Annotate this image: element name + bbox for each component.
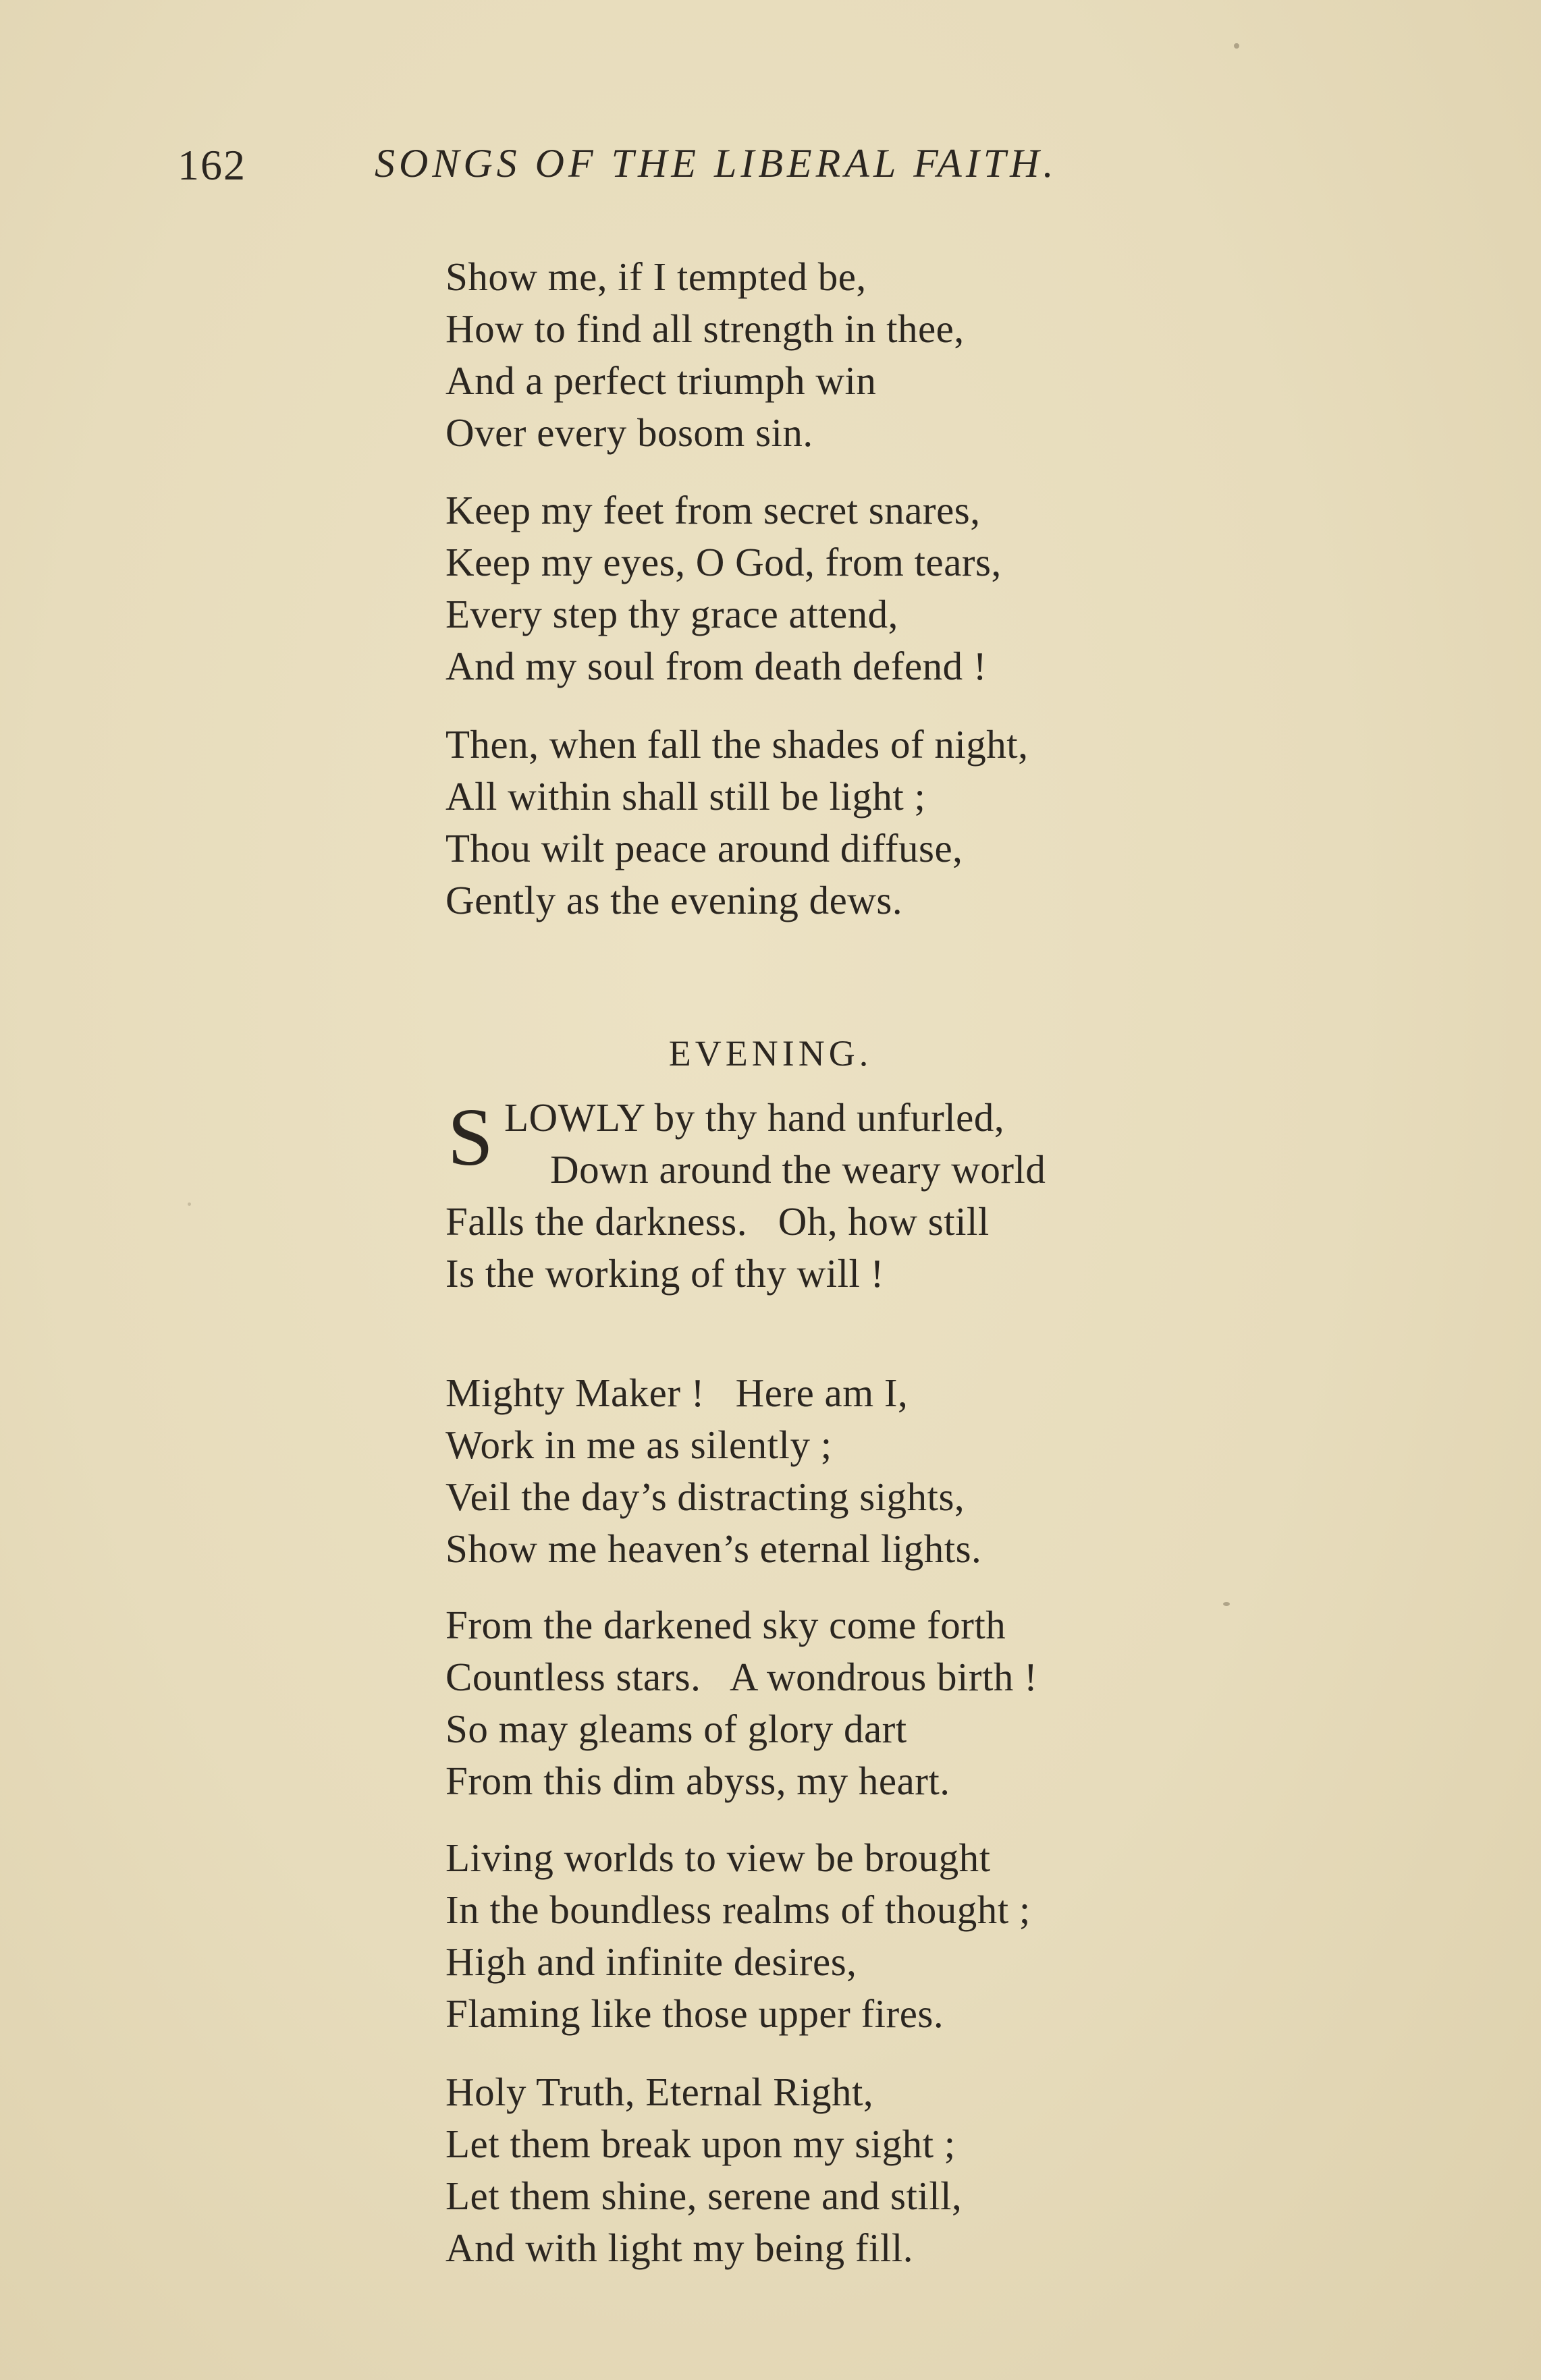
verse-line: Every step thy grace attend, [445,592,898,636]
paper-speck [1234,43,1239,49]
page-number: 162 [178,141,246,189]
verse-line: Living worlds to view be brought [445,1835,991,1880]
page-header [0,140,1541,194]
verse-line: Countless stars. A wondrous birth ! [445,1655,1038,1699]
verse-line: Then, when fall the shades of night, [445,722,1029,767]
verse-line: And my soul from death defend ! [445,644,987,688]
verse-line: How to find all strength in thee, [445,306,965,351]
stanza-1 [445,251,965,459]
verse-line: From the darkened sky come forth [445,1603,1006,1647]
verse-line: Falls the darkness. Oh, how still [445,1199,990,1244]
verse-line: Down around the weary world [550,1147,1046,1192]
verse-line: Is the working of thy will ! [445,1251,884,1296]
verse-line: Work in me as silently ; [445,1422,832,1467]
verse-line: All within shall still be light ; [445,774,926,819]
evening-stanza-2 [445,1367,981,1575]
verse-line: In the boundless realms of thought ; [445,1887,1031,1932]
verse-line: Show me heaven’s eternal lights. [445,1526,982,1571]
verse-line: Mighty Maker ! Here am I, [445,1371,909,1415]
verse-line: Veil the day’s distracting sights, [445,1474,965,1519]
verse-line: Keep my feet from secret snares, [445,488,981,532]
poem-title: EVENING. [668,1033,873,1074]
verse-line: High and infinite desires, [445,1939,857,1984]
verse-line: Thou wilt peace around diffuse, [445,826,963,870]
evening-stanza-1 [445,1092,1046,1300]
verse-line: Over every bosom sin. [445,410,813,455]
verse-line: Keep my eyes, O God, from tears, [445,540,1002,584]
evening-stanza-5 [445,2066,962,2274]
verse-line: Let them shine, serene and still, [445,2174,963,2218]
stanza-2 [445,485,1002,692]
drop-cap: S [448,1092,493,1183]
stanza-3 [445,719,1028,926]
verse-line: Gently as the evening dews. [445,878,903,922]
verse-line: Show me, if I tempted be, [445,254,867,299]
verse-line: Flaming like those upper fires. [445,1991,944,2036]
verse-line: Let them break upon my sight ; [445,2122,956,2166]
verse-line: LOWLY by thy hand unfurled, [504,1095,1005,1140]
verse-line: And with light my being fill. [445,2225,913,2270]
verse-line: So may gleams of glory dart [445,1707,907,1751]
running-title: SONGS OF THE LIBERAL FAITH. [375,141,1058,186]
verse-line: And a perfect triumph win [445,358,877,403]
verse-line: Holy Truth, Eternal Right, [445,2070,874,2114]
paper-speck [188,1202,191,1206]
evening-stanza-3 [445,1599,1037,1807]
paper-speck [1223,1602,1230,1606]
verse-line: From this dim abyss, my heart. [445,1759,950,1803]
evening-stanza-4 [445,1832,1031,2040]
